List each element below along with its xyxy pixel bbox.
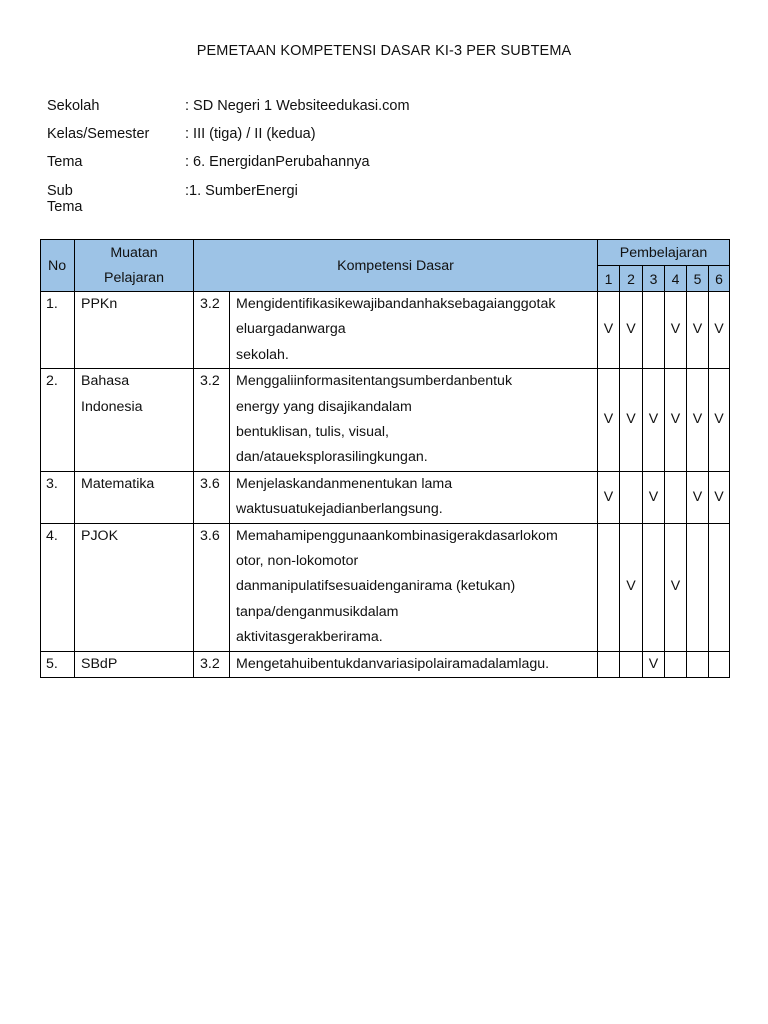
row-kd-code: 3.2 [194, 292, 230, 369]
header-kompetensi-dasar: Kompetensi Dasar [194, 240, 598, 292]
row-kompetensi-dasar [230, 523, 598, 651]
pembelajaran-check: V [687, 292, 709, 369]
row-number: 5. [41, 651, 75, 677]
kd-line: aktivitasgerakberirama. [236, 629, 383, 646]
kd-line: Menggaliinformasitentangsumberdanbentuk [236, 373, 513, 390]
meta-value: : 6. EnergidanPerubahannya [185, 154, 370, 171]
kd-line: Mengetahuibentukdanvariasipolairamadalamlagu. [236, 655, 550, 672]
row-kompetensi-dasar [230, 471, 598, 523]
header-muatan-pelajaran [75, 240, 194, 292]
header-muatan-line: Pelajaran [104, 269, 164, 286]
row-muatan-pelajaran [75, 523, 194, 651]
pembelajaran-check: V [643, 651, 665, 677]
table-row [41, 523, 730, 651]
table-body [41, 292, 730, 678]
header-pembelajaran-number: 4 [665, 266, 687, 292]
row-number: 1. [41, 292, 75, 369]
pembelajaran-check: V [665, 523, 687, 651]
meta-label: Sub Tema [47, 182, 83, 215]
row-muatan-pelajaran [75, 292, 194, 369]
pembelajaran-check [687, 523, 709, 651]
pembelajaran-check [643, 523, 665, 651]
pembelajaran-check [709, 523, 730, 651]
pembelajaran-check: V [620, 292, 643, 369]
pembelajaran-check: V [709, 471, 730, 523]
row-kd-code: 3.2 [194, 651, 230, 677]
meta-value: : SD Negeri 1 Websiteedukasi.com [185, 98, 410, 114]
muatan-line: Matematika [81, 475, 155, 492]
meta-label: Tema [47, 154, 83, 171]
row-muatan-pelajaran [75, 651, 194, 677]
meta-label: Sekolah [47, 98, 100, 114]
kd-line: waktusuatukejadianberlangsung. [236, 501, 443, 518]
row-kompetensi-dasar [230, 292, 598, 369]
kd-line: Memahamipenggunaankombinasigerakdasarlokom [236, 527, 558, 544]
kd-line: Menjelaskandanmenentukan lama [236, 475, 453, 492]
muatan-line: Indonesia [81, 398, 143, 415]
pembelajaran-check [620, 471, 643, 523]
pembelajaran-check: V [620, 369, 643, 472]
meta-value: :1. SumberEnergi [185, 182, 298, 199]
row-number: 3. [41, 471, 75, 523]
pembelajaran-check: V [687, 369, 709, 472]
row-kd-code: 3.2 [194, 369, 230, 472]
header-pembelajaran-number: 1 [598, 266, 620, 292]
muatan-line: PPKn [81, 296, 118, 312]
header-pembelajaran-number: 5 [687, 266, 709, 292]
pembelajaran-check [598, 651, 620, 677]
kd-line: otor, non-lokomotor [236, 553, 359, 570]
pembelajaran-check: V [620, 523, 643, 651]
document-title: PEMETAAN KOMPETENSI DASAR KI-3 PER SUBTEMA [196, 43, 572, 59]
row-number: 2. [41, 369, 75, 472]
muatan-line: SBdP [81, 655, 118, 672]
kd-line: danmanipulatifsesuaidenganirama (ketukan) [236, 578, 516, 595]
pembelajaran-check [620, 651, 643, 677]
pembelajaran-check [643, 292, 665, 369]
pembelajaran-check: V [687, 471, 709, 523]
header-pembelajaran-number: 3 [643, 266, 665, 292]
table-row [41, 471, 730, 523]
pembelajaran-check [709, 651, 730, 677]
header-no: No [41, 240, 75, 292]
row-kompetensi-dasar [230, 369, 598, 472]
pembelajaran-check: V [598, 471, 620, 523]
pembelajaran-check [687, 651, 709, 677]
pembelajaran-check [665, 651, 687, 677]
pembelajaran-check: V [598, 369, 620, 472]
kompetensi-table [40, 239, 730, 678]
header-pembelajaran-number: 6 [709, 266, 730, 292]
kd-line: tanpa/denganmusikdalam [236, 603, 399, 620]
table-row [41, 369, 730, 472]
meta-value: : III (tiga) / II (kedua) [185, 126, 316, 143]
row-kompetensi-dasar [230, 651, 598, 677]
pembelajaran-check: V [665, 292, 687, 369]
pembelajaran-check: V [643, 369, 665, 472]
pembelajaran-check: V [665, 369, 687, 472]
kd-line: Mengidentifikasikewajibandanhaksebagaianggotak [236, 296, 556, 312]
header-pembelajaran: Pembelajaran [598, 240, 730, 266]
row-kd-code: 3.6 [194, 471, 230, 523]
row-muatan-pelajaran [75, 369, 194, 472]
header-pembelajaran-number: 2 [620, 266, 643, 292]
row-number: 4. [41, 523, 75, 651]
pembelajaran-check: V [709, 292, 730, 369]
pembelajaran-check [598, 523, 620, 651]
pembelajaran-check [665, 471, 687, 523]
row-muatan-pelajaran [75, 471, 194, 523]
pembelajaran-check: V [709, 369, 730, 472]
kd-line: eluargadanwarga [236, 321, 346, 338]
muatan-line: Bahasa [81, 373, 130, 390]
table-row [41, 651, 730, 677]
kd-line: energy yang disajikandalam [236, 398, 412, 415]
kd-line: bentuklisan, tulis, visual, [236, 424, 389, 441]
pembelajaran-check: V [598, 292, 620, 369]
header-muatan-line: Muatan [110, 244, 158, 261]
meta-label: Kelas/Semester [47, 126, 150, 143]
table-row [41, 292, 730, 369]
kd-line: sekolah. [236, 346, 289, 363]
row-kd-code: 3.6 [194, 523, 230, 651]
kd-line: dan/ataueksplorasilingkungan. [236, 449, 428, 466]
pembelajaran-check: V [643, 471, 665, 523]
muatan-line: PJOK [81, 527, 119, 544]
